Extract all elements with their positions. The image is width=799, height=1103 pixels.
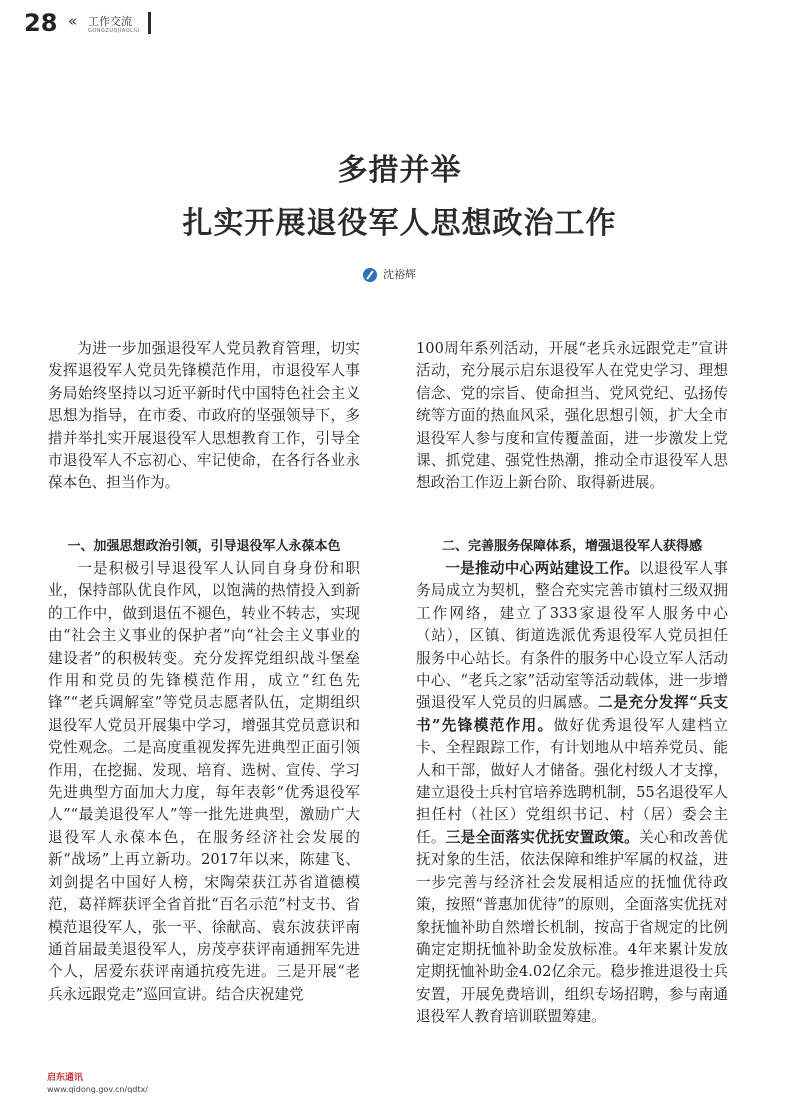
page-number: 28 xyxy=(24,9,58,37)
section2-text-3: 关心和改善优抚对象的生活，依法保障和维护军属的权益，进一步完善与经济社会发展相适应的抚恤优待政策，按照“普惠加优待”的原则，全面落实优抚对象抚恤补助自然增长机制，按高于省规定的比例确定定期抚恤补助金发放标准。4年来累计发放定期抚恤补助金4.02亿余元。稳步推进退役士兵安置，开展免费培训，组织专场招聘，参与南通退役军人教育培训联盟筹建。 xyxy=(416,828,728,1026)
right-column-section2 xyxy=(416,536,728,1029)
article-title-line2: 扎实开展退役军人思想政治工作 xyxy=(182,206,617,241)
left-column-section1 xyxy=(48,536,360,1006)
left-column-intro xyxy=(48,338,360,495)
section2-text-2: 做好优秀退役军人建档立卡、全程跟踪工作，有计划地从中培养党员、能人和干部，做好人才储备。强化村级人才支撑，建立退役士兵村官培养选聘机制，55名退役军人担任村（社区）党组织书记、村（居）委会主任。 xyxy=(416,716,728,846)
section2-text-1: 以退役军人事务局成立为契机，整合充实完善市镇村三级双拥工作网络，建立了333家退役军人服务中心（站），区镇、街道选派优秀退役军人党员担任服务中心站长。有条件的服务中心设立军人活动中心、“老兵之家”活动室等活动载体，进一步增强退役军人党员的归属感。 xyxy=(416,560,728,712)
section1-heading: 一、加强思想政治引领，引导退役军人永葆本色 xyxy=(67,539,341,554)
section-label: 工作交流 xyxy=(88,15,132,28)
pen-icon xyxy=(363,268,377,282)
section1-body: 一是积极引导退役军人认同自身身份和职业，保持部队优良作风，以饱满的热情投入到新的工作中，做到退伍不褪色，转业不转志，实现由“社会主义事业的保护者”向“社会主义事业的建设者”的积极转变。充分发挥党组织战斗堡垒作用和党员的先锋模范作用，成立“红色先锋”“老兵调解室”等党员志愿者队伍，定期组织退役军人党员开展集中学习，增强其党员意识和党性观念。二是高度重视发挥先进典型正面引领作用，在挖掘、发现、培育、选树、宣传、学习先进典型方面加大力度，每年表彰“优秀退役军人”“最美退役军人”等一批先进典型，激励广大退役军人永葆本色，在服务经济社会发展的新“战场”上再立新功。2017年以来，陈建飞、刘剑提名中国好人榜，宋陶荣获江苏省道德模范，葛祥辉获评全省首批“百名示范”村支书、省模范退役军人，张一平、徐献高、袁东波获评南通首届最美退役军人，房茂亭获评南通拥军先进个人，居爱东获评南通抗疫先进。三是开展“老兵永远跟党走”巡回宣讲。结合庆祝建党 xyxy=(48,560,360,1003)
header-divider xyxy=(148,12,151,34)
article-title-line1: 多措并举 xyxy=(337,153,462,188)
section2-body xyxy=(416,558,728,1029)
right-column-continuation xyxy=(416,338,728,495)
author-name: 沈裕辉 xyxy=(383,268,416,281)
publication-url: www.qidong.gov.cn/qdtx/ xyxy=(47,1085,148,1094)
section-pinyin: GONGZUOJIAOLIU xyxy=(88,28,140,34)
section2-lead-3: 三是全面落实优抚安置政策。 xyxy=(445,828,640,846)
section2-heading: 二、完善服务保障体系，增强退役军人获得感 xyxy=(441,539,702,554)
publication-name: 启东通讯 xyxy=(47,1073,84,1083)
section2-lead-1: 一是推动中心两站建设工作。 xyxy=(445,560,639,577)
page-footer xyxy=(47,1073,148,1095)
section2-lead-2: 二是充分发挥“兵支书”先锋模范作用。 xyxy=(416,694,728,734)
chevron-left-icon: « xyxy=(68,12,78,30)
continuation-paragraph: 100周年系列活动，开展“老兵永远跟党走”宣讲活动，充分展示启东退役军人在党史学习、理想信念、党的宗旨、使命担当、党风党纪、弘扬传统等方面的热血风采，强化思想引领，扩大全市退役军人参与度和宣传覆盖面，进一步激发上党课、抓党建、强党性热潮，推动全市退役军人思想政治工作迈上新台阶、取得新进展。 xyxy=(416,340,728,492)
intro-paragraph: 为进一步加强退役军人党员教育管理，切实发挥退役军人党员先锋模范作用，市退役军人事务局始终坚持以习近平新时代中国特色社会主义思想为指导，在市委、市政府的坚强领导下，多措并举扎实开展退役军人思想教育工作，引导全市退役军人不忘初心、牢记使命，在各行各业永葆本色、担当作为。 xyxy=(48,340,360,492)
